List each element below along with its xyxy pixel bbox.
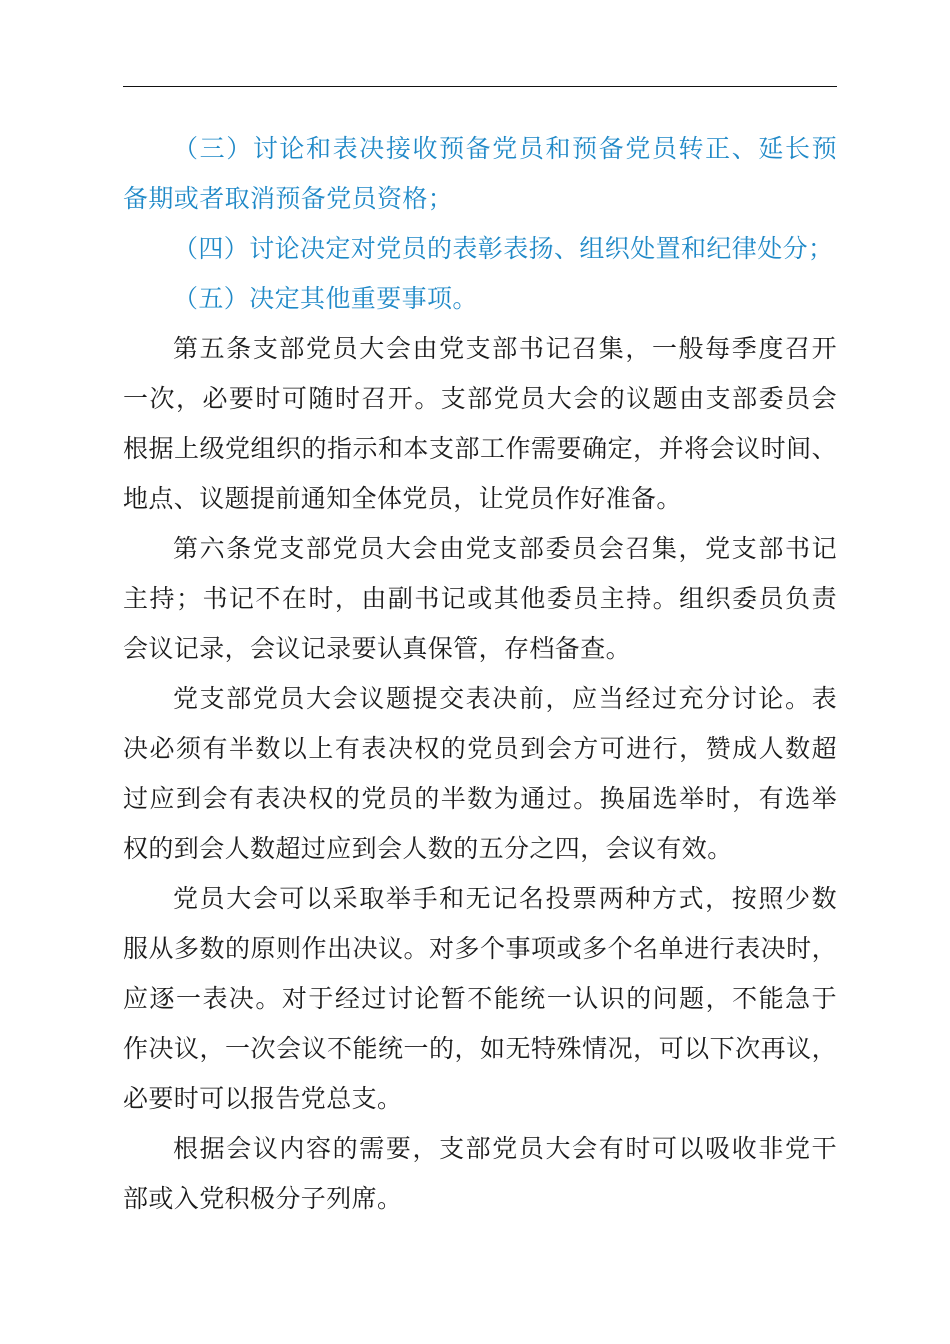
text-line: 必要时可以报告党总支。: [123, 1084, 403, 1113]
document-body: [123, 124, 837, 1224]
text-line: 根据会议内容的需要，支部党员大会有时可以吸收非党干: [173, 1134, 837, 1163]
text-line: 服从多数的原则作出决议。对多个事项或多个名单进行表决时，: [123, 934, 837, 963]
text-line: 党员大会可以采取举手和无记名投票两种方式，按照少数: [173, 884, 837, 913]
text-line: 权的到会人数超过应到会人数的五分之四，会议有效。: [123, 834, 733, 863]
text-line: （五）决定其他重要事项。: [173, 284, 478, 313]
text-line: （四）讨论决定对党员的表彰表扬、组织处置和纪律处分；: [173, 234, 834, 263]
text-line: 会议记录，会议记录要认真保管，存档备查。: [123, 634, 632, 663]
text-line: 根据上级党组织的指示和本支部工作需要确定，并将会议时间、: [123, 434, 837, 463]
text-line: 地点、议题提前通知全体党员，让党员作好准备。: [123, 484, 682, 513]
header-rule: [123, 86, 837, 87]
text-line: 备期或者取消预备党员资格；: [123, 184, 454, 213]
text-line: 第六条党支部党员大会由党支部委员会召集，党支部书记: [173, 534, 837, 563]
text-line: （三）讨论和表决接收预备党员和预备党员转正、延长预: [173, 134, 837, 163]
text-line: 一次，必要时可随时召开。支部党员大会的议题由支部委员会: [123, 384, 837, 413]
text-line: 党支部党员大会议题提交表决前，应当经过充分讨论。表: [173, 684, 837, 713]
text-line: 应逐一表决。对于经过讨论暂不能统一认识的问题，不能急于: [123, 984, 837, 1013]
text-line: 过应到会有表决权的党员的半数为通过。换届选举时，有选举: [123, 784, 837, 813]
text-line: 第五条支部党员大会由党支部书记召集，一般每季度召开: [173, 334, 837, 363]
text-line: 部或入党积极分子列席。: [123, 1184, 403, 1213]
text-line: 决必须有半数以上有表决权的党员到会方可进行，赞成人数超: [123, 734, 837, 763]
text-line: 作决议，一次会议不能统一的，如无特殊情况，可以下次再议，: [123, 1034, 837, 1063]
text-line: 主持；书记不在时，由副书记或其他委员主持。组织委员负责: [123, 584, 837, 613]
